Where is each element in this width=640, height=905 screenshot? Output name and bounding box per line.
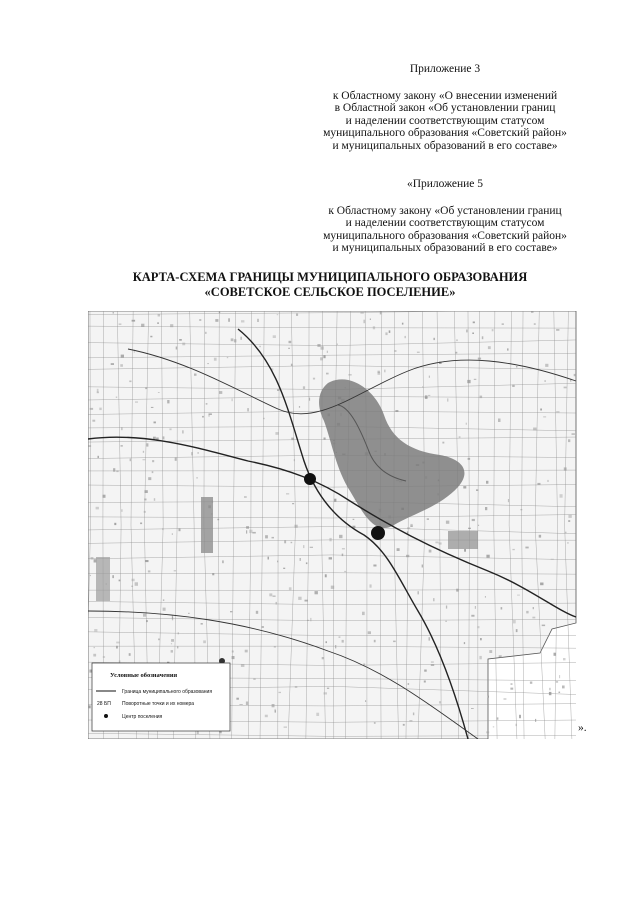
- appendix-5-heading: «Приложение 5: [406, 178, 484, 190]
- map-title-line-2: «СОВЕТСКОЕ СЕЛЬСКОЕ ПОСЕЛЕНИЕ»: [204, 285, 456, 299]
- appendix-5-block: [290, 178, 600, 255]
- map-title: [60, 270, 600, 300]
- legend-item-label: Центр поселения: [122, 714, 163, 720]
- map-title-line-1: КАРТА-СХЕМА ГРАНИЦЫ МУНИЦИПАЛЬНОГО ОБРАЗОВАНИЯ: [132, 270, 528, 284]
- legend-item-label: Граница муниципального образования: [122, 689, 213, 695]
- settlement-dot-icon: [104, 714, 108, 718]
- appendix-3-heading: Приложение 3: [409, 63, 481, 75]
- appendix-3-line: и муниципальных образований в его составе»: [332, 139, 558, 152]
- legend: [92, 663, 230, 731]
- appendix-5-line: и наделении соответствующим статусом: [345, 217, 545, 229]
- appendix-3-block: [290, 63, 600, 152]
- appendix-3-line: в Областной закон «Об установлении границ: [334, 102, 556, 114]
- legend-item-label: Поворотные точки и их номера: [122, 701, 195, 707]
- appendix-3-line: к Областному закону «О внесении изменений: [332, 89, 558, 102]
- boundary-map: [88, 311, 580, 739]
- legend-item-code: 28 БП: [97, 701, 111, 707]
- appendix-5-line: и муниципальных образований в его составе»: [332, 242, 558, 254]
- legend-title: Условные обозначения: [110, 672, 178, 679]
- appendix-3-line: муниципального образования «Советский район»: [323, 127, 567, 139]
- appendix-3-line: и наделении соответствующим статусом: [345, 114, 545, 127]
- appendix-5-line: муниципального образования «Советский район»: [323, 229, 567, 242]
- closing-quote: ».: [578, 722, 587, 734]
- appendix-5-line: к Областному закону «Об установлении границ: [328, 204, 562, 217]
